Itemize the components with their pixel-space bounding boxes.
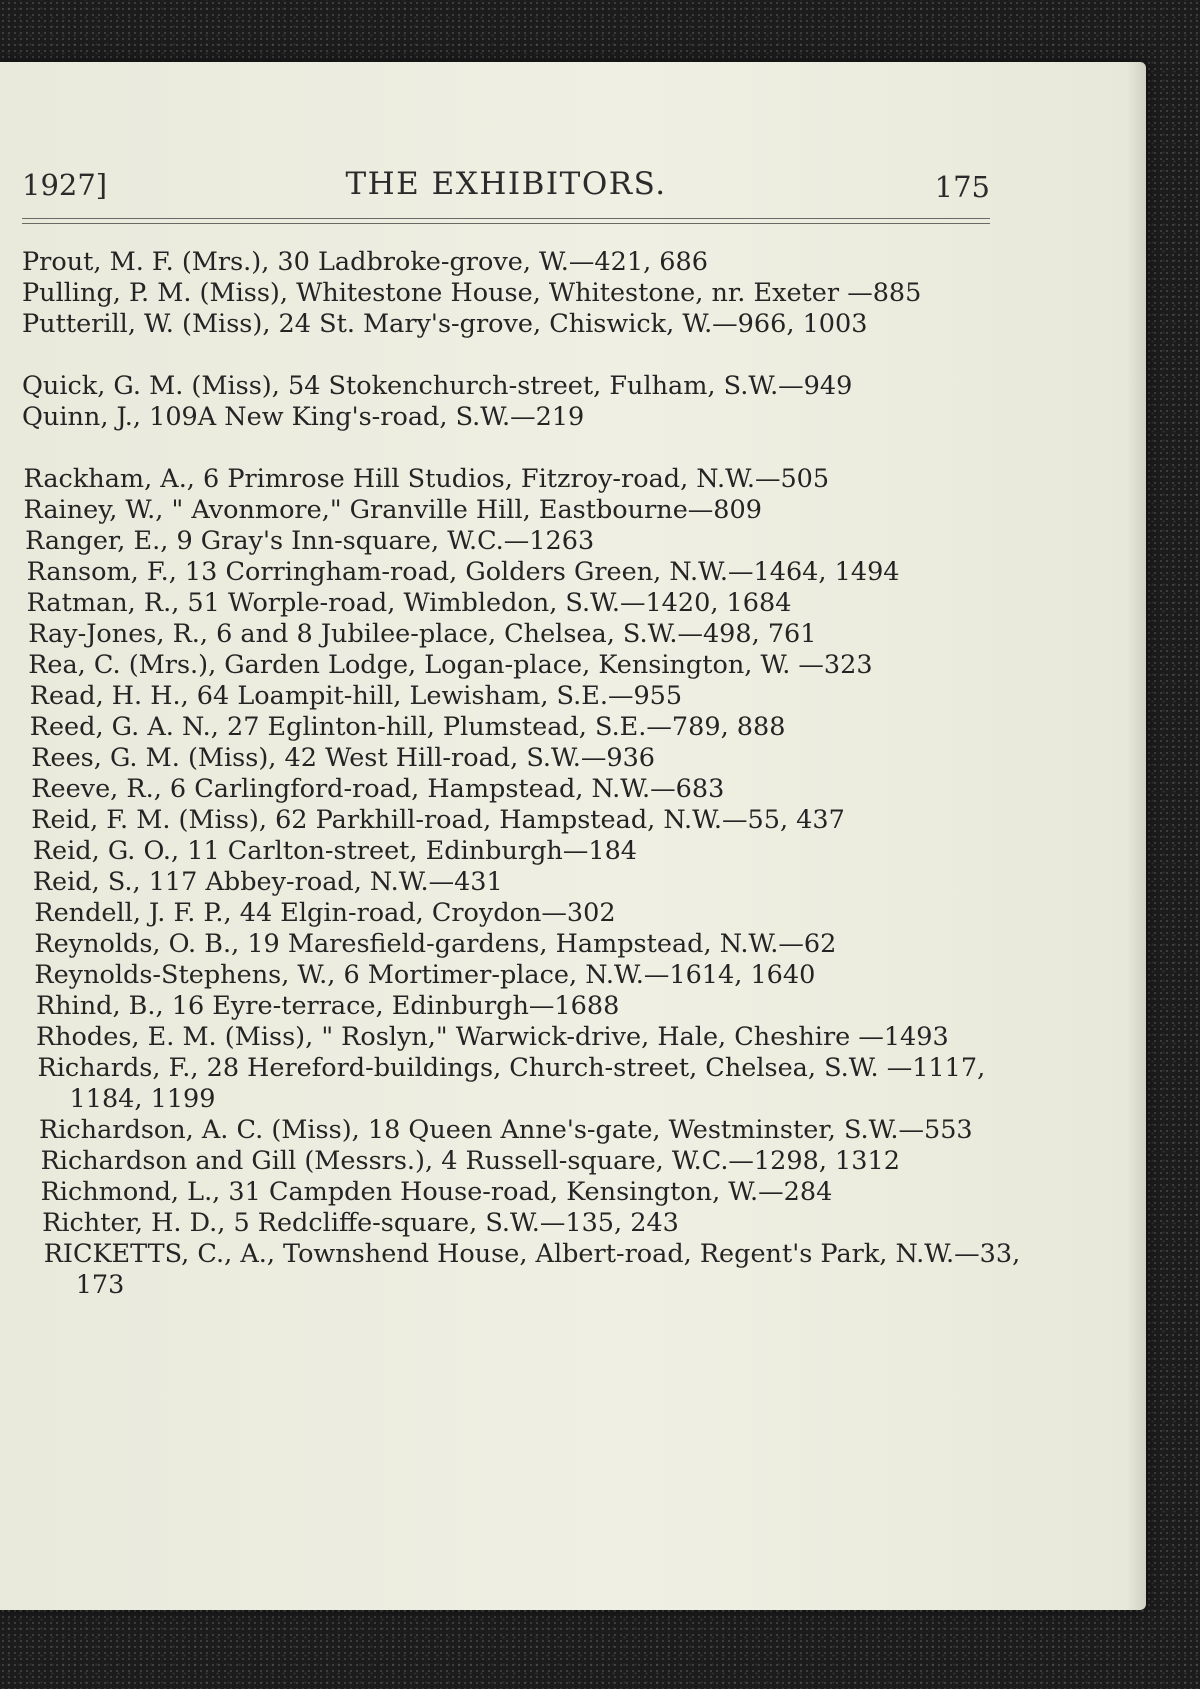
exhibitor-entry: Richardson, A. C. (Miss), 18 Queen Anne's-gate, Westminster, S.W.—553 [39,1115,973,1145]
exhibitor-entry: Prout, M. F. (Mrs.), 30 Ladbroke-grove, W.—421, 686 [22,247,708,277]
exhibitor-entry: Read, H. H., 64 Loampit-hill, Lewisham, S.E.—955 [29,681,683,711]
exhibitor-entry: Richardson and Gill (Messrs.), 4 Russell-square, W.C.—1298, 1312 [40,1146,900,1176]
header-double-rule [22,218,990,224]
exhibitor-entry: Putterill, W. (Miss), 24 St. Mary's-grove, Chiswick, W.—966, 1003 [22,309,868,339]
book-page [0,62,1146,1610]
exhibitor-entry: Ranger, E., 9 Gray's Inn-square, W.C.—1263 [25,526,595,556]
exhibitor-entry: Richmond, L., 31 Campden House-road, Kensington, W.—284 [40,1177,833,1207]
exhibitor-entry: Ratman, R., 51 Worple-road, Wimbledon, S.W.—1420, 1684 [26,588,792,618]
exhibitor-entry: Richards, F., 28 Hereford-buildings, Church-street, Chelsea, S.W. —1117, 1184, 1199 [37,1053,986,1114]
exhibitor-entry: Reed, G. A. N., 27 Eglinton-hill, Plumstead, S.E.—789, 888 [29,712,786,742]
exhibitor-entry: Ransom, F., 13 Corringham-road, Golders Green, N.W.—1464, 1494 [26,557,900,587]
exhibitor-entry: Reeve, R., 6 Carlingford-road, Hampstead, N.W.—683 [31,774,725,804]
running-head-title: THE EXHIBITORS. [345,166,667,202]
running-head [22,160,990,210]
running-head-year: 1927] [22,168,108,202]
exhibitor-list [22,247,1022,1301]
exhibitor-entry: Rhodes, E. M. (Miss), " Roslyn," Warwick-drive, Hale, Cheshire —1493 [35,1022,949,1052]
exhibitor-entry: Reynolds, O. B., 19 Maresfield-gardens, Hampstead, N.W.—62 [34,929,837,959]
exhibitor-entry: Ray-Jones, R., 6 and 8 Jubilee-place, Chelsea, S.W.—498, 761 [28,619,817,649]
page-number: 175 [934,170,990,204]
exhibitor-entry: Quinn, J., 109A New King's-road, S.W.—219 [22,402,585,432]
exhibitor-entry: Rees, G. M. (Miss), 42 West Hill-road, S.W.—936 [31,743,656,773]
exhibitor-entry: Richter, H. D., 5 Redcliffe-square, S.W.—135, 243 [42,1208,679,1238]
exhibitor-entry: Rackham, A., 6 Primrose Hill Studios, Fitzroy-road, N.W.—505 [23,464,830,494]
exhibitor-entry: Reynolds-Stephens, W., 6 Mortimer-place, N.W.—1614, 1640 [34,960,816,990]
exhibitor-entry: Quick, G. M. (Miss), 54 Stokenchurch-street, Fulham, S.W.—949 [22,371,853,401]
exhibitor-entry: Rendell, J. F. P., 44 Elgin-road, Croydon—302 [34,898,616,928]
exhibitor-entry: Reid, S., 117 Abbey-road, N.W.—431 [32,867,503,897]
exhibitor-entry: Pulling, P. M. (Miss), Whitestone House, Whitestone, nr. Exeter —885 [22,278,922,308]
exhibitor-entry: Rainey, W., " Avonmore," Granville Hill, Eastbourne—809 [23,495,762,525]
exhibitor-entry: RICKETTS, C., A., Townshend House, Albert-road, Regent's Park, N.W.—33, 173 [43,1239,1021,1300]
exhibitor-entry: Rea, C. (Mrs.), Garden Lodge, Logan-place, Kensington, W. —323 [28,650,873,680]
exhibitor-entry: Reid, G. O., 11 Carlton-street, Edinburgh—184 [32,836,638,866]
exhibitor-entry: Reid, F. M. (Miss), 62 Parkhill-road, Hampstead, N.W.—55, 437 [31,805,845,835]
exhibitor-entry: Rhind, B., 16 Eyre-terrace, Edinburgh—1688 [35,991,620,1021]
